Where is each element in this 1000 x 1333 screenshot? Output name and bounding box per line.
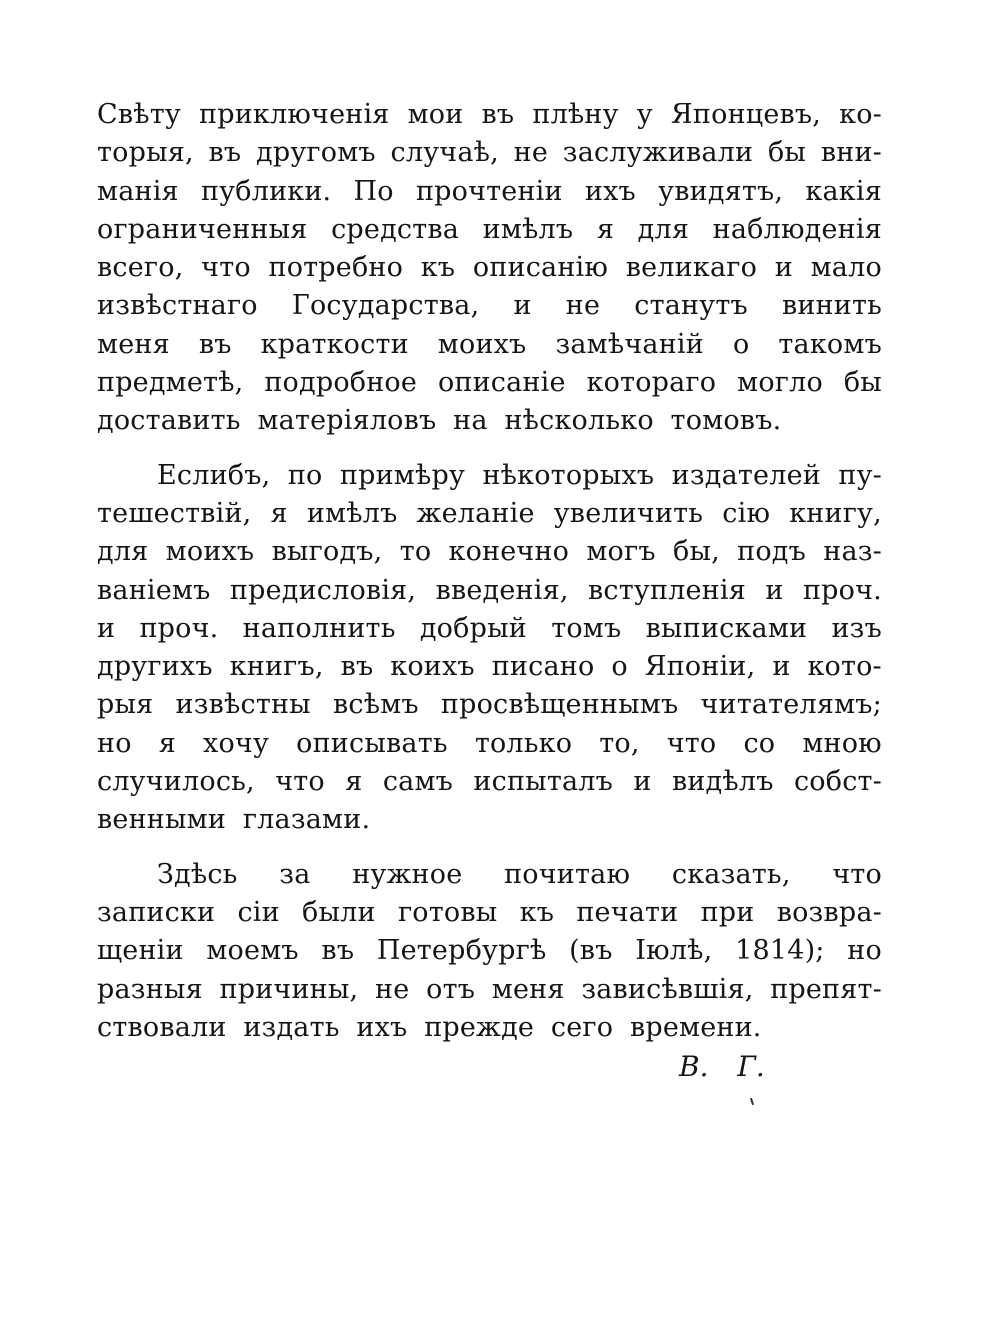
word: то — [399, 536, 432, 568]
word: предисловія, — [229, 574, 417, 606]
text-line — [97, 495, 882, 533]
word: въ — [208, 137, 242, 169]
word: такомъ — [778, 328, 882, 360]
word: описанію — [472, 252, 609, 284]
word: проч. — [802, 574, 882, 606]
word: въ — [481, 99, 515, 130]
word: что — [275, 766, 325, 798]
word: вни- — [820, 137, 882, 169]
preface-text — [97, 96, 882, 1047]
word: увеличить — [553, 497, 704, 529]
word: моихъ — [165, 536, 255, 568]
paragraph-gap — [97, 840, 882, 856]
text-line — [97, 533, 882, 571]
text-line — [97, 572, 882, 610]
word: и — [97, 612, 116, 644]
word: моемъ — [206, 935, 299, 967]
word: для — [637, 213, 690, 245]
word: испыталъ — [473, 766, 613, 798]
word: причины, — [219, 973, 359, 1005]
word: потребно — [268, 252, 404, 284]
word: великаго — [625, 252, 758, 284]
text-line: доставить матеріяловъ на нѣсколько томовъ. — [97, 405, 782, 437]
word: не — [513, 137, 549, 169]
word: но — [847, 935, 882, 967]
word: я — [596, 213, 615, 245]
word: только — [474, 727, 573, 759]
word: тешествій, — [97, 497, 252, 529]
word: и — [513, 290, 532, 322]
word: въ — [198, 328, 232, 360]
word: котораго — [586, 367, 717, 399]
text-line — [97, 725, 882, 763]
word: Еслибъ, — [157, 459, 271, 491]
word: и — [765, 574, 784, 606]
word: Государства, — [291, 290, 480, 322]
word: желаніе — [416, 497, 535, 529]
word: готовы — [397, 896, 498, 928]
word: рыя — [97, 689, 154, 721]
word: за — [279, 858, 311, 890]
word: записки — [97, 896, 216, 928]
word: я — [158, 727, 176, 759]
word: описывать — [296, 727, 448, 759]
word: были — [302, 896, 376, 928]
word: но — [97, 727, 132, 759]
word: почитаю — [504, 858, 631, 890]
word: коихъ — [390, 651, 475, 683]
word: плѣну — [532, 99, 619, 130]
word: извѣстны — [175, 689, 311, 721]
text-line — [97, 894, 882, 932]
word: краткости — [260, 328, 409, 360]
text-line — [97, 610, 882, 648]
word: бы, — [672, 536, 720, 568]
word: изъ — [831, 612, 882, 644]
word: Іюлѣ, — [635, 935, 713, 967]
word: увидятъ, — [658, 175, 784, 207]
word: я — [345, 766, 363, 798]
word: выписками — [645, 612, 808, 644]
word: отъ — [426, 973, 476, 1005]
word: прочтеніи — [415, 175, 563, 207]
word: хочу — [203, 727, 270, 759]
word: другихъ — [97, 651, 213, 683]
word: нужное — [352, 858, 463, 890]
text-line — [97, 173, 882, 211]
word: щеніи — [97, 935, 184, 967]
word: манія — [97, 175, 179, 207]
word: По — [353, 175, 394, 207]
word: кото- — [807, 651, 882, 683]
word: винить — [781, 290, 882, 322]
word: выгодъ, — [271, 536, 383, 568]
word: сіи — [237, 896, 280, 928]
word: мною — [802, 727, 882, 759]
text-line — [97, 457, 882, 495]
text-line — [97, 287, 882, 325]
word: случаѣ, — [390, 137, 499, 169]
word: случилось, — [97, 766, 255, 798]
word: и — [774, 252, 793, 284]
word: и — [772, 651, 791, 683]
word: о — [611, 651, 628, 683]
text-line — [97, 763, 882, 801]
word: въ — [321, 935, 355, 967]
word: томъ — [551, 612, 622, 644]
word: публики. — [200, 175, 332, 207]
author-initials: В. Г. — [679, 1050, 765, 1083]
word: мало — [810, 252, 882, 284]
word: могъ — [586, 536, 656, 568]
word: книгу, — [789, 497, 882, 529]
text-line — [97, 326, 882, 364]
word: не — [565, 290, 601, 322]
paragraph-gap — [97, 441, 882, 457]
word: возвра- — [776, 896, 882, 928]
word: что — [201, 252, 251, 284]
text-line — [97, 686, 882, 724]
word: всего, — [97, 252, 184, 284]
text-line — [97, 211, 882, 249]
word: меня — [97, 328, 170, 360]
word: сію — [722, 497, 771, 529]
word: наполнить — [242, 612, 396, 644]
word: (въ — [569, 935, 613, 967]
word: Японіи, — [644, 651, 756, 683]
word: моихъ — [437, 328, 527, 360]
word: Японцевъ, — [670, 99, 822, 130]
text-line: венными глазами. — [97, 804, 371, 836]
word: и — [633, 766, 652, 798]
word: заслуживали — [562, 137, 754, 169]
word: что — [666, 727, 717, 759]
text-line — [97, 971, 882, 1009]
word: видѣлъ — [671, 766, 774, 798]
word: сказать, — [671, 858, 791, 890]
text-line — [97, 648, 882, 686]
word: подробное — [264, 367, 418, 399]
word: конечно — [448, 536, 570, 568]
word: станутъ — [634, 290, 748, 322]
word: 1814); — [735, 935, 825, 967]
word: разныя — [97, 973, 203, 1005]
text-line — [97, 249, 882, 287]
word: въ — [340, 651, 374, 683]
word: самъ — [382, 766, 454, 798]
word: зависѣвшія, — [581, 973, 754, 1005]
word: по — [287, 459, 323, 491]
word: я — [270, 497, 288, 529]
word: что — [832, 858, 882, 890]
word: ваніемъ — [97, 574, 211, 606]
word: приключенія — [199, 99, 390, 130]
text-line: ствовали издать ихъ прежде сего времени. — [97, 1011, 762, 1043]
word: со — [743, 727, 776, 759]
word: описаніе — [437, 367, 566, 399]
word: извѣстнаго — [97, 290, 258, 322]
word: всѣмъ — [332, 689, 419, 721]
word: замѣчаній — [555, 328, 704, 360]
word: бы — [843, 367, 882, 399]
word: книгъ, — [229, 651, 324, 683]
word: наблюденія — [712, 213, 882, 245]
word: собст- — [793, 766, 882, 798]
word: Петербургѣ — [376, 935, 547, 967]
word: наз- — [823, 536, 882, 568]
word: подъ — [737, 536, 807, 568]
word: мои — [407, 99, 464, 130]
word: какія — [805, 175, 882, 207]
word: къ — [519, 896, 555, 928]
word: проч. — [139, 612, 219, 644]
word: не — [375, 973, 410, 1005]
word: просвѣщеннымъ — [440, 689, 679, 721]
word: средства — [331, 213, 460, 245]
text-line — [97, 932, 882, 970]
word: писано — [491, 651, 595, 683]
word: торыя, — [97, 137, 194, 169]
word: добрый — [419, 612, 527, 644]
word: то, — [599, 727, 640, 759]
word: меня — [491, 973, 565, 1005]
word: ко- — [839, 99, 882, 130]
word: могло — [737, 367, 823, 399]
word: примѣру — [339, 459, 466, 491]
text-line — [97, 134, 882, 172]
word: при — [700, 896, 755, 928]
word: препят- — [770, 973, 882, 1005]
word: о — [732, 328, 750, 360]
word: введенія, — [435, 574, 569, 606]
word: нѣкоторыхъ — [482, 459, 655, 491]
text-line — [97, 96, 882, 134]
word: къ — [420, 252, 456, 284]
word: ограниченныя — [97, 213, 308, 245]
word: читателямъ; — [700, 689, 882, 721]
word: имѣлъ — [482, 213, 574, 245]
word: предметѣ, — [97, 367, 244, 399]
word: имѣлъ — [306, 497, 398, 529]
word: ихъ — [584, 175, 636, 207]
word: вступленія — [588, 574, 746, 606]
text-line — [97, 856, 882, 894]
word: бы — [767, 137, 807, 169]
word: у — [636, 99, 653, 130]
word: Свѣту — [97, 99, 181, 130]
word: другомъ — [256, 137, 376, 169]
word: печати — [576, 896, 679, 928]
word: издателей — [671, 459, 821, 491]
word: для — [97, 536, 149, 568]
print-mark — [750, 1098, 754, 1105]
word: пу- — [838, 459, 882, 491]
word: Здѣсь — [157, 858, 238, 890]
text-line — [97, 364, 882, 402]
